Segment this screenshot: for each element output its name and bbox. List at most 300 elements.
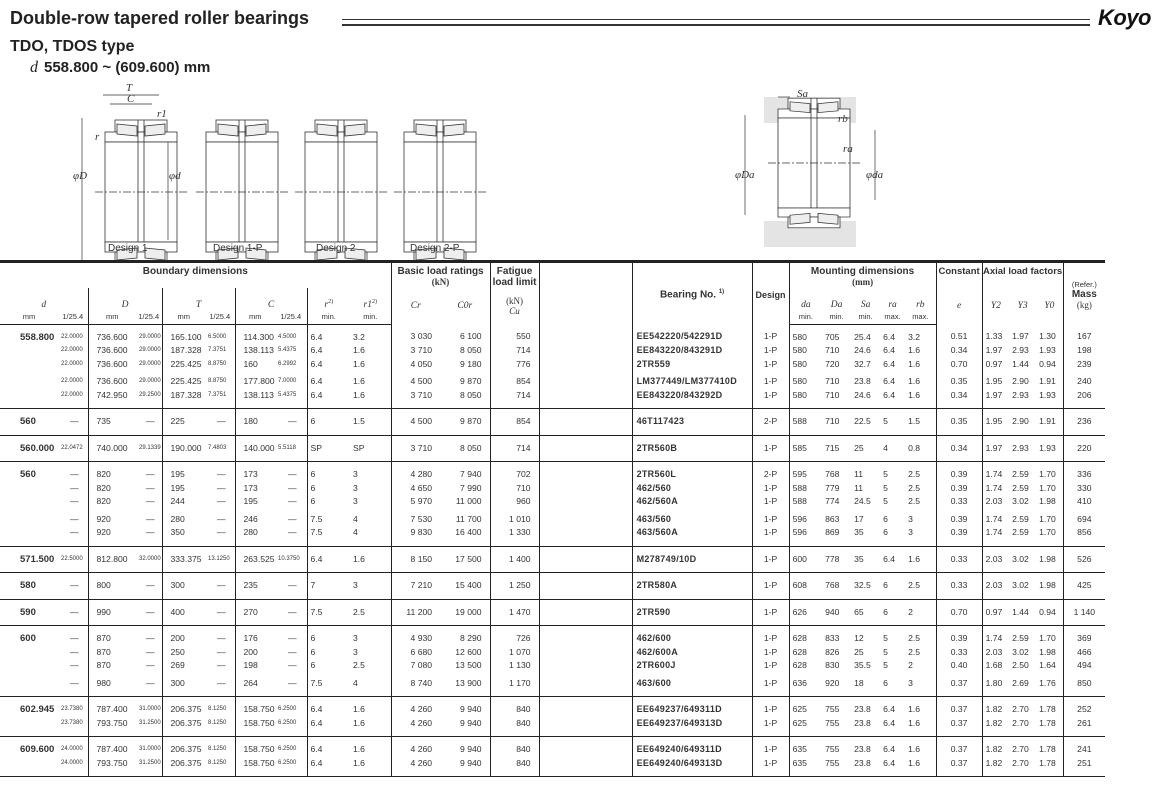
cell-mass: 526 xyxy=(1063,546,1105,573)
unit-d-inch: 1/25.4 xyxy=(58,310,88,324)
cell-T-inch: — xyxy=(216,580,226,590)
cell-Sa: 32.5 xyxy=(854,580,871,590)
cell-r-min: 7.5 xyxy=(307,599,350,626)
cell-da: 635 xyxy=(789,737,822,757)
cell-d-mm xyxy=(0,344,58,358)
cell-cu: 840 xyxy=(490,737,539,757)
cell-blank xyxy=(539,482,632,496)
cell-e: 0.33 xyxy=(936,646,982,660)
cu-label: Cu xyxy=(509,306,520,316)
cell-rb: 1.6 xyxy=(908,358,921,369)
cell-d-mm: 571.500 xyxy=(20,553,55,565)
cell-blank xyxy=(539,462,632,482)
cell-d-inch: 24.0000 xyxy=(61,746,83,752)
cell-d-inch: — xyxy=(69,633,79,643)
bearing-group xyxy=(0,409,1105,436)
cell-y3: 3.02 xyxy=(1012,553,1029,564)
cell-y0: 1.78 xyxy=(1039,744,1056,754)
cell-Da: 705 xyxy=(825,331,840,342)
cell-r1-min: 1.6 xyxy=(353,376,365,386)
cell-Sa: 23.8 xyxy=(854,704,871,714)
cell-d-inch: — xyxy=(69,606,79,617)
header-d: d xyxy=(41,300,47,310)
cell-design: 1-P xyxy=(752,344,789,358)
table-row xyxy=(0,737,1105,757)
cell-d-inch: 22.0000 xyxy=(61,333,83,340)
cell-mass: 425 xyxy=(1063,573,1105,600)
range-symbol: d xyxy=(30,59,38,76)
cell-r1-min: 3 xyxy=(353,646,358,657)
cell-r-min: 6.4 xyxy=(307,358,350,372)
cell-r-min: 6 xyxy=(307,646,350,660)
cell-d-mm: 558.800 xyxy=(20,331,55,343)
cell-y2: 1.74 xyxy=(982,462,1009,482)
cell-y2: 0.97 xyxy=(982,599,1009,626)
cell-da: 580 xyxy=(789,324,822,344)
design-1p-drawing xyxy=(196,120,288,260)
cell-C-inch: 7.0000 xyxy=(278,378,297,384)
cell-C-inch: — xyxy=(287,646,297,657)
cell-blank xyxy=(539,659,632,673)
cell-D-mm: 793.750 xyxy=(88,717,136,737)
cell-rb: 1.6 xyxy=(908,345,921,355)
cell-d-mm xyxy=(0,673,58,697)
bearing-group xyxy=(0,573,1105,600)
cell-C-inch: — xyxy=(287,633,297,643)
cell-mass: 369 xyxy=(1063,626,1105,646)
label-r: r xyxy=(95,131,100,143)
cell-rb: 1.6 xyxy=(908,717,921,728)
cell-C-mm: 158.750 xyxy=(235,737,275,757)
cell-r1-min: 3 xyxy=(353,496,358,506)
cell-c0r: 6 100 xyxy=(460,331,482,342)
cell-T-mm: 225 xyxy=(162,409,205,436)
cell-blank xyxy=(539,646,632,660)
cell-e: 0.39 xyxy=(936,509,982,527)
cell-cr: 8 740 xyxy=(391,673,440,697)
cell-C-inch: 5.4375 xyxy=(278,391,297,398)
cell-ra: 5 xyxy=(883,469,888,479)
cell-design: 1-P xyxy=(752,717,789,737)
bearing-group xyxy=(0,435,1105,462)
cell-d-inch: — xyxy=(69,660,79,670)
table-row xyxy=(0,673,1105,697)
cell-cu: 840 xyxy=(490,697,539,717)
cell-d-inch: 22.0000 xyxy=(61,360,83,367)
header-e: e xyxy=(936,288,982,324)
cell-C-inch: — xyxy=(287,513,297,524)
cell-D-inch: — xyxy=(145,677,155,688)
label-ra: ra xyxy=(843,143,853,155)
cell-Da: 778 xyxy=(825,553,840,564)
cell-ra: 6.4 xyxy=(883,331,896,342)
cell-Da: 779 xyxy=(825,482,840,493)
cell-Da: 755 xyxy=(825,744,840,754)
load-unit: (kN) xyxy=(431,277,450,287)
cell-c0r: 12 600 xyxy=(455,646,482,657)
cell-rb: 2.5 xyxy=(908,580,921,590)
cell-d-mm: 580 xyxy=(20,580,36,591)
design-1-drawing xyxy=(95,120,187,260)
cell-c0r: 17 500 xyxy=(455,553,482,564)
cell-cu: 960 xyxy=(490,495,539,509)
cell-ra: 5 xyxy=(883,646,888,657)
cell-blank xyxy=(539,344,632,358)
cell-bearing-no: 463/600 xyxy=(632,673,752,697)
cell-cu: 726 xyxy=(490,626,539,646)
cell-cu: 854 xyxy=(490,409,539,436)
cell-r1-min: 3 xyxy=(353,580,358,590)
cell-C-mm: 158.750 xyxy=(235,717,275,737)
cell-D-mm: 870 xyxy=(88,626,136,646)
table-row xyxy=(0,371,1105,389)
table-row xyxy=(0,546,1105,573)
cell-T-inch: — xyxy=(216,660,226,670)
cell-cr: 3 710 xyxy=(391,344,440,358)
cell-T-mm: 269 xyxy=(162,659,205,673)
cell-ra: 6.4 xyxy=(883,389,896,400)
cell-D-inch: — xyxy=(145,513,155,524)
cell-D-mm: 736.600 xyxy=(88,358,136,372)
cell-y2: 1.74 xyxy=(982,509,1009,527)
cell-y2: 1.97 xyxy=(982,435,1009,462)
unit-d-mm: mm xyxy=(0,310,58,324)
cell-cu: 714 xyxy=(490,389,539,409)
cell-e: 0.37 xyxy=(936,737,982,757)
cell-T-inch: — xyxy=(216,482,226,493)
cell-C-inch: — xyxy=(287,527,297,537)
cell-C-mm: 138.113 xyxy=(235,389,275,409)
cell-e: 0.35 xyxy=(936,409,982,436)
cell-cu: 1 010 xyxy=(490,509,539,527)
design-2-drawing xyxy=(295,120,387,260)
header-fatigue-sub xyxy=(490,288,539,324)
cell-r-min: 6.4 xyxy=(307,546,350,573)
cell-T-inch: 8.8750 xyxy=(208,378,227,384)
bearing-no-label: Bearing No. xyxy=(659,289,717,301)
cell-Sa: 35.5 xyxy=(854,660,871,670)
cell-y2: 1.97 xyxy=(982,389,1009,409)
cell-y0: 1.98 xyxy=(1039,496,1056,506)
cell-Sa: 24.6 xyxy=(854,389,871,400)
unit-r1-min: min. xyxy=(350,310,391,324)
cell-mass: 494 xyxy=(1063,659,1105,673)
cell-y2: 1.82 xyxy=(982,717,1009,737)
fatigue-label: Fatigue load limit xyxy=(492,266,537,288)
cell-da: 626 xyxy=(789,599,822,626)
cell-r-min: 6 xyxy=(307,482,350,496)
cell-blank xyxy=(539,526,632,546)
label-Da: φDa xyxy=(735,169,755,181)
cell-y2: 1.95 xyxy=(982,409,1009,436)
bearing-group xyxy=(0,462,1105,547)
cell-r1-min: 1.6 xyxy=(353,345,365,355)
cell-c0r: 19 000 xyxy=(455,606,482,617)
cell-d-mm: 609.600 xyxy=(20,744,55,755)
cell-d-mm xyxy=(0,659,58,673)
cell-c0r: 8 050 xyxy=(460,345,482,355)
cell-cr: 7 530 xyxy=(391,509,440,527)
cell-C-mm: 246 xyxy=(235,509,275,527)
cell-rb: 2.5 xyxy=(908,496,921,506)
cell-d-mm xyxy=(0,358,58,372)
cell-y3: 1.44 xyxy=(1012,606,1029,617)
cell-C-mm: 140.000 xyxy=(235,435,275,462)
cell-D-inch: 31.0000 xyxy=(139,706,161,712)
cell-rb: 3.2 xyxy=(908,331,921,342)
cell-ra: 5 xyxy=(883,660,888,670)
cell-e: 0.34 xyxy=(936,435,982,462)
cell-bearing-no: 2TR590 xyxy=(632,599,752,626)
cell-D-inch: 31.2500 xyxy=(139,759,161,766)
cell-d-inch: — xyxy=(69,677,79,688)
cell-ra: 6 xyxy=(883,580,888,590)
cell-r-min: 6.4 xyxy=(307,389,350,409)
cell-d-inch: — xyxy=(69,513,79,524)
cell-y0: 1.98 xyxy=(1039,646,1056,657)
blank-column xyxy=(539,262,632,325)
cell-ra: 6 xyxy=(883,606,888,617)
mounting-label: Mounting dimensions xyxy=(810,266,915,277)
label-da: φda xyxy=(866,169,884,181)
cell-rb: 2.5 xyxy=(908,469,921,479)
cell-Sa: 23.8 xyxy=(854,744,871,754)
cell-da: 628 xyxy=(789,646,822,660)
cell-y3: 2.59 xyxy=(1012,482,1029,493)
cell-blank xyxy=(539,546,632,573)
header-D: D xyxy=(88,288,162,310)
cell-Da: 863 xyxy=(825,513,840,524)
cell-y2: 1.82 xyxy=(982,697,1009,717)
cell-C-inch: — xyxy=(287,580,297,590)
cell-mass: 336 xyxy=(1063,462,1105,482)
cell-y2: 2.03 xyxy=(982,573,1009,600)
cell-C-inch: 5.5118 xyxy=(278,444,296,451)
label-r1: r1 xyxy=(157,108,167,120)
header-rb: rb xyxy=(916,300,925,310)
table-row xyxy=(0,509,1105,527)
cell-design: 1-P xyxy=(752,673,789,697)
cell-cr: 4 260 xyxy=(391,717,440,737)
cell-mass: 466 xyxy=(1063,646,1105,660)
cell-D-mm: 735 xyxy=(88,409,136,436)
cell-y2: 1.74 xyxy=(982,626,1009,646)
cell-D-mm: 870 xyxy=(88,646,136,660)
cell-y3: 2.59 xyxy=(1012,527,1029,537)
cell-design: 1-P xyxy=(752,737,789,757)
cell-cu: 1 130 xyxy=(490,659,539,673)
cell-d-mm xyxy=(0,371,58,389)
cell-rb: 1.6 xyxy=(908,376,921,386)
cell-T-inch: 8.1250 xyxy=(208,746,227,752)
cell-design: 1-P xyxy=(752,389,789,409)
cell-d-inch: — xyxy=(69,580,79,590)
table-row xyxy=(0,757,1105,777)
cell-c0r: 15 400 xyxy=(455,580,482,590)
unit-Da-min: min. xyxy=(822,310,851,324)
cell-d-inch: — xyxy=(69,482,79,493)
cell-C-mm: 114.300 xyxy=(235,324,275,344)
bearing-group xyxy=(0,697,1105,737)
cell-y3: 3.02 xyxy=(1012,580,1029,590)
cell-design: 1-P xyxy=(752,324,789,344)
cell-d-mm: 600 xyxy=(20,633,36,644)
table-header xyxy=(0,262,1105,325)
cell-C-mm: 263.525 xyxy=(235,546,275,573)
bearing-spec-table xyxy=(0,260,1105,777)
cell-e: 0.40 xyxy=(936,659,982,673)
cell-c0r: 8 050 xyxy=(460,389,482,400)
cell-r-min: 7 xyxy=(307,573,350,600)
cell-C-inch: — xyxy=(287,416,297,426)
cell-blank xyxy=(539,757,632,777)
cell-r-min: 6 xyxy=(307,659,350,673)
cell-y2: 1.80 xyxy=(982,673,1009,697)
cell-bearing-no: EE843220/843292D xyxy=(632,389,752,409)
cell-y2: 2.03 xyxy=(982,646,1009,660)
caption-design-1p: Design 1-P xyxy=(213,243,263,254)
cell-r-min: 6.4 xyxy=(307,737,350,757)
cell-design: 1-P xyxy=(752,659,789,673)
cell-r1-min: 2.5 xyxy=(353,660,365,670)
cell-T-inch: 7.3751 xyxy=(208,347,227,353)
unit-D-inch: 1/25.4 xyxy=(136,310,162,324)
cell-y0: 1.64 xyxy=(1039,660,1056,670)
cell-T-inch: — xyxy=(216,646,226,657)
cell-blank xyxy=(539,626,632,646)
cell-y3: 2.59 xyxy=(1012,469,1029,479)
cell-Sa: 65 xyxy=(854,606,864,617)
cell-Sa: 11 xyxy=(854,482,863,493)
cell-e: 0.33 xyxy=(936,546,982,573)
cell-ra: 6.4 xyxy=(883,345,896,355)
cell-Da: 710 xyxy=(825,389,840,400)
cell-mass: 252 xyxy=(1063,697,1105,717)
cell-C-mm: 200 xyxy=(235,646,275,660)
cell-d-mm: 560 xyxy=(20,416,36,427)
cell-e: 0.39 xyxy=(936,626,982,646)
cell-cu: 840 xyxy=(490,757,539,777)
cell-D-inch: 31.0000 xyxy=(139,746,161,752)
mounting-drawing xyxy=(745,97,875,247)
cell-D-mm: 812.800 xyxy=(88,546,136,573)
cell-cr: 4 500 xyxy=(391,409,440,436)
cell-ra: 6 xyxy=(883,513,888,524)
cell-y0: 1.78 xyxy=(1039,717,1056,728)
table-row xyxy=(0,526,1105,546)
cell-e: 0.37 xyxy=(936,757,982,777)
cell-C-mm: 180 xyxy=(235,409,275,436)
cell-d-mm xyxy=(0,509,58,527)
cell-e: 0.35 xyxy=(936,371,982,389)
cell-T-mm: 206.375 xyxy=(162,717,205,737)
cell-D-mm: 793.750 xyxy=(88,757,136,777)
cell-cu: 840 xyxy=(490,717,539,737)
cell-D-inch: 29.0000 xyxy=(139,360,161,367)
cell-C-mm: 198 xyxy=(235,659,275,673)
cell-D-mm: 990 xyxy=(88,599,136,626)
cell-r-min: 6.4 xyxy=(307,757,350,777)
table-row xyxy=(0,697,1105,717)
cell-y3: 2.70 xyxy=(1012,744,1029,754)
cell-C-inch: — xyxy=(287,677,297,688)
cell-r1-min: 3 xyxy=(353,482,358,493)
cell-C-mm: 280 xyxy=(235,526,275,546)
cell-cu: 1 250 xyxy=(490,573,539,600)
cell-y0: 1.70 xyxy=(1039,527,1056,537)
cell-T-mm: 195 xyxy=(162,462,205,482)
cell-Da: 715 xyxy=(825,442,840,453)
cell-D-mm: 920 xyxy=(88,526,136,546)
mass-unit: (kg) xyxy=(1076,300,1092,310)
cell-blank xyxy=(539,599,632,626)
cell-cr: 7 080 xyxy=(391,659,440,673)
cell-r1-min: 2.5 xyxy=(353,606,365,617)
cell-r1-min: 3 xyxy=(353,469,358,479)
cell-d-mm xyxy=(0,482,58,496)
cell-d-inch: 23.7380 xyxy=(61,706,83,712)
cell-e: 0.33 xyxy=(936,495,982,509)
cell-bearing-no: EE542220/542291D xyxy=(632,324,752,344)
cell-ra: 5 xyxy=(883,416,888,426)
cell-design: 1-P xyxy=(752,646,789,660)
cell-Da: 920 xyxy=(825,677,840,688)
caption-design-2: Design 2 xyxy=(316,243,356,254)
cell-D-inch: — xyxy=(145,496,155,506)
cell-y0: 1.30 xyxy=(1039,331,1056,342)
cell-cu: 714 xyxy=(490,344,539,358)
cell-D-inch: — xyxy=(145,527,155,537)
cell-e: 0.37 xyxy=(936,673,982,697)
cell-T-mm: 225.425 xyxy=(162,371,205,389)
unit-da-min: min. xyxy=(789,310,822,324)
cell-r1-min: 1.6 xyxy=(353,717,365,728)
header-boundary: Boundary dimensions xyxy=(0,262,391,289)
cell-e: 0.39 xyxy=(936,462,982,482)
header-design: Design xyxy=(752,262,789,325)
header-C: C xyxy=(235,288,307,310)
cell-mass: 198 xyxy=(1063,344,1105,358)
cell-Da: 755 xyxy=(825,717,840,728)
cell-e: 0.51 xyxy=(936,324,982,344)
cell-c0r: 9 940 xyxy=(460,744,482,754)
header-T: T xyxy=(162,288,235,310)
cell-y0: 0.94 xyxy=(1039,358,1056,369)
cell-cr: 6 680 xyxy=(391,646,440,660)
cell-C-inch: — xyxy=(287,469,297,479)
cell-da: 600 xyxy=(789,546,822,573)
cell-c0r: 8 290 xyxy=(460,633,482,643)
label-rb: rb xyxy=(838,113,848,125)
cell-c0r: 11 700 xyxy=(455,513,482,524)
table-row xyxy=(0,482,1105,496)
cell-r1-min: 1.6 xyxy=(353,389,365,400)
cell-da: 625 xyxy=(789,697,822,717)
cell-Sa: 24.6 xyxy=(854,345,871,355)
cell-blank xyxy=(539,435,632,462)
cell-y2: 1.33 xyxy=(982,324,1009,344)
cell-da: 608 xyxy=(789,573,822,600)
header-C0r: C0r xyxy=(457,301,473,311)
cell-T-mm: 206.375 xyxy=(162,757,205,777)
cell-Da: 710 xyxy=(825,416,840,426)
cell-Da: 940 xyxy=(825,606,840,617)
cell-rb: 2.5 xyxy=(908,482,921,493)
header-r xyxy=(307,288,350,310)
cell-C-mm: 235 xyxy=(235,573,275,600)
cell-Da: 833 xyxy=(825,633,840,643)
cell-D-mm: 800 xyxy=(88,573,136,600)
